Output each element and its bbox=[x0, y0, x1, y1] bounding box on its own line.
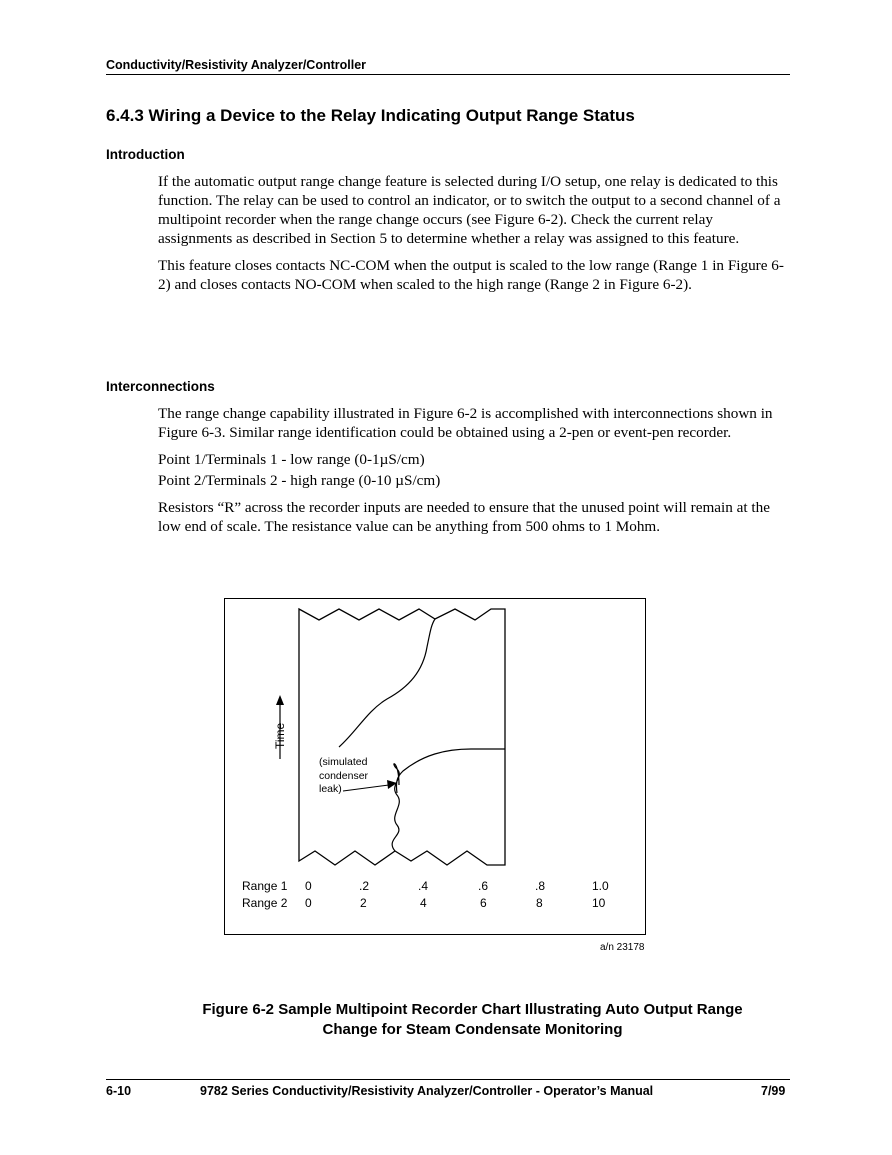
footer-rule bbox=[106, 1079, 790, 1080]
range-2-tick: 8 bbox=[536, 896, 543, 910]
range-1-tick: .8 bbox=[535, 879, 546, 893]
range-2-trace bbox=[392, 749, 505, 851]
range-2-tick: 2 bbox=[360, 896, 367, 910]
time-arrow-head bbox=[276, 695, 284, 705]
range-2-tick: 10 bbox=[592, 896, 606, 910]
point-2-line: Point 2/Terminals 2 - high range (0-10 µS/cm) bbox=[158, 472, 441, 489]
annotation-line-3: leak) bbox=[319, 783, 342, 795]
range-1-tick: .4 bbox=[418, 879, 429, 893]
caption-line-1: Figure 6-2 Sample Multipoint Recorder Chart Illustrating Auto Output Range bbox=[202, 1001, 743, 1018]
art-number: a/n 23178 bbox=[600, 942, 645, 953]
interconnections-body bbox=[158, 404, 790, 536]
leak-annotation bbox=[319, 756, 368, 797]
recorder-chart-figure bbox=[224, 598, 646, 935]
introduction-paragraph-2: This feature closes contacts NC-COM when the output is scaled to the low range (Range 1 in Figure 6-2) and closes contacts NO-COM when scaled to the high range (Range 2 in Figure 6-2). bbox=[158, 257, 784, 293]
range-1-tick: .2 bbox=[359, 879, 370, 893]
running-header: Conductivity/Resistivity Analyzer/Controller bbox=[106, 58, 790, 75]
range-1-tick: 1.0 bbox=[592, 879, 609, 893]
caption-line-2: Change for Steam Condensate Monitoring bbox=[322, 1021, 623, 1038]
range-1-trace bbox=[339, 619, 435, 747]
interconnections-paragraph-2: Resistors “R” across the recorder inputs are needed to ensure that the unused point will remain at the low end of scale. The resistance value can be anything from 500 ohms to 1 Mohm. bbox=[158, 499, 770, 535]
range-2-tick: 6 bbox=[480, 896, 487, 910]
range-2-label: Range 2 bbox=[242, 896, 288, 910]
range-1-label: Range 1 bbox=[242, 879, 288, 893]
range-1-tick: .6 bbox=[478, 879, 489, 893]
interconnections-heading: Interconnections bbox=[106, 379, 215, 394]
manual-title: 9782 Series Conductivity/Resistivity Analyzer/Controller - Operator’s Manual bbox=[200, 1084, 654, 1098]
introduction-body bbox=[158, 172, 790, 294]
annotation-line-2: condenser bbox=[319, 769, 369, 782]
point-1-line: Point 1/Terminals 1 - low range (0-1µS/cm) bbox=[158, 451, 425, 468]
section-title: 6.4.3 Wiring a Device to the Relay Indicating Output Range Status bbox=[106, 106, 635, 125]
introduction-paragraph-1: If the automatic output range change feature is selected during I/O setup, one relay is dedicated to this function. The relay can be used to control an indicator, or to switch the output to a second channel of a multipoint recorder when the range change occurs (see Figure 6-2). Check the current relay assignments as described in Section 5 to determine whether a relay was assigned to this feature. bbox=[158, 173, 781, 247]
range-2-tick: 4 bbox=[420, 896, 427, 910]
introduction-heading: Introduction bbox=[106, 147, 185, 162]
range-1-tick: 0 bbox=[305, 879, 312, 893]
recorder-chart-drawing bbox=[225, 599, 647, 936]
figure-caption bbox=[150, 1000, 795, 1040]
page-number: 6-10 bbox=[106, 1084, 132, 1098]
range-2-tick: 0 bbox=[305, 896, 312, 910]
annotation-line-1: (simulated bbox=[319, 756, 368, 768]
interconnections-paragraph-1: The range change capability illustrated in Figure 6-2 is accomplished with interconnections shown in Figure 6-3. Similar range identification could be obtained using a 2-pen or event-pen recorder. bbox=[158, 405, 773, 441]
revision-date: 7/99 bbox=[761, 1084, 786, 1098]
time-axis-label: Time bbox=[273, 722, 287, 749]
chart-paper-outline bbox=[299, 609, 505, 865]
